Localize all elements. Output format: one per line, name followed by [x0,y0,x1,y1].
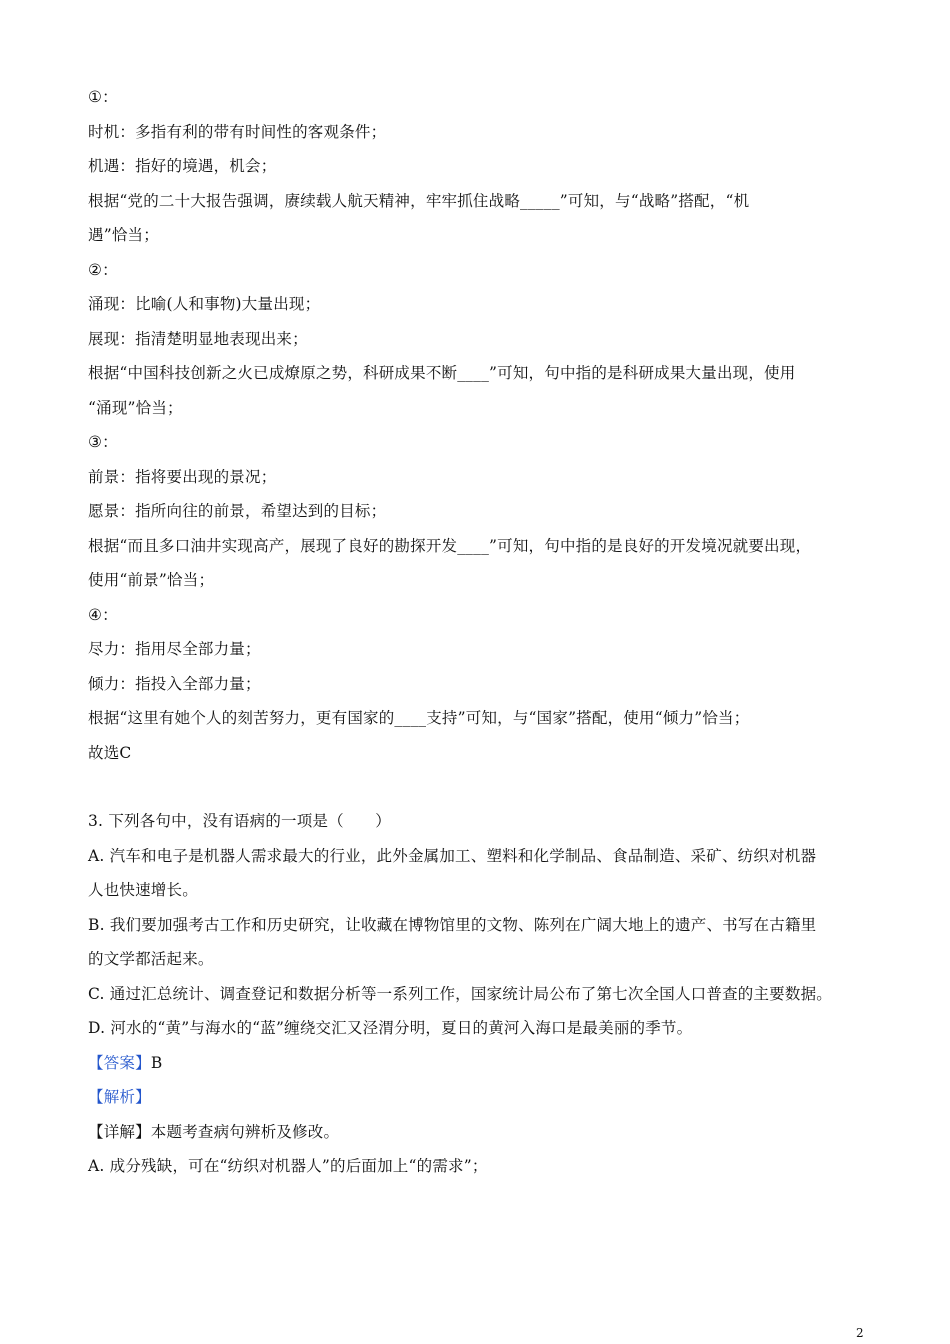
detail-option-a: A. 成分残缺，可在“纺织对机器人”的后面加上“的需求”； [88,1157,488,1175]
detail-intro: 【详解】本题考查病句辨析及修改。 [88,1122,340,1141]
option-c: C. 通过汇总统计、调查登记和数据分析等一系列工作，国家统计局公布了第七次全国人口普查的主要数据。 [88,984,832,1003]
analysis-line: 使用“前景”恰当； [88,571,215,589]
analysis-line: ②： [88,260,118,279]
analysis-line: ①： [88,88,118,106]
analysis-line: 根据“党的二十大报告强调，赓续载人航天精神，牢牢抓住战略_____”可知，与“战略”搭配，“机 [88,191,750,210]
question-3 [88,804,878,1184]
analysis-line: 根据“而且多口油井实现高产，展现了良好的勘探开发____”可知，句中指的是良好的开发境况就要出现， [88,536,812,555]
analysis-tag: 【解析】 [88,1088,151,1106]
analysis-line: 根据“中国科技创新之火已成燎原之势，科研成果不断____”可知，句中指的是科研成果大量出现，使用 [88,364,796,382]
option-a-line-1: A. 汽车和电子是机器人需求最大的行业，此外金属加工、塑料和化学制品、食品制造、采矿、纺织对机器 [88,846,817,865]
analysis-line: 涌现：比喻(人和事物)大量出现； [88,295,321,313]
document-page [88,80,878,1184]
analysis-line: 愿景：指所向往的前景，希望达到的目标； [88,502,387,520]
analysis-line: 机遇：指好的境遇，机会； [88,157,277,175]
analysis-line: ③： [88,433,118,451]
answer-value: B [150,1053,163,1072]
analysis-line: 倾力：指投入全部力量； [88,674,261,693]
analysis-section-word-choice [88,80,878,770]
question-stem: 3. 下列各句中，没有语病的一项是（ ） [88,812,391,830]
analysis-line: “涌现”恰当； [88,398,183,417]
section-gap [88,770,878,804]
option-b-line-1: B. 我们要加强考古工作和历史研究，让收藏在博物馆里的文物、陈列在广阔大地上的遗产、书写在古籍里 [88,915,817,934]
analysis-line: 尽力：指用尽全部力量； [88,640,261,658]
analysis-line: 故选C [88,743,132,762]
option-b-line-2: 的文学都活起来。 [88,950,214,968]
analysis-line: 展现：指清楚明显地表现出来； [88,329,308,348]
analysis-line: 根据“这里有她个人的刻苦努力，更有国家的____支持”可知，与“国家”搭配，使用“倾力”恰当； [88,709,750,727]
analysis-line: 遇”恰当； [88,226,159,244]
analysis-line: ④： [88,605,118,624]
option-a-line-2: 人也快速增长。 [88,881,198,899]
analysis-line: 时机：多指有利的带有时间性的客观条件； [88,122,387,141]
option-d: D. 河水的“黄”与海水的“蓝”缠绕交汇又泾渭分明，夏日的黄河入海口是最美丽的季节。 [88,1019,693,1037]
page-number: 2 [856,1326,864,1340]
answer-line [88,1046,878,1081]
answer-tag: 【答案】 [88,1053,151,1072]
analysis-line: 前景：指将要出现的景况； [88,467,277,486]
